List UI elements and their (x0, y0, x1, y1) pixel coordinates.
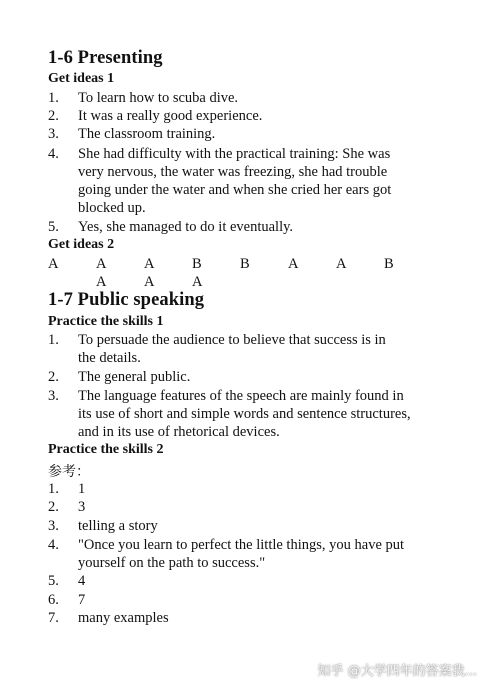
item-number: 3. (48, 518, 59, 534)
item-text: many examples (78, 610, 169, 626)
subheading-get-ideas-1: Get ideas 1 (48, 71, 115, 86)
item-text: It was a really good experience. (78, 108, 263, 124)
item-number: 4. (48, 537, 59, 553)
item-text: telling a story (78, 518, 158, 534)
watermark-text: 知乎 @大学四年的答案我... (317, 664, 477, 679)
item-number: 5. (48, 573, 59, 589)
item-number: 3. (48, 126, 59, 142)
answer-letter: A (144, 274, 155, 290)
subheading-get-ideas-2: Get ideas 2 (48, 237, 115, 252)
item-number: 4. (48, 146, 59, 162)
item-text: The language features of the speech are mainly found in (78, 388, 404, 404)
item-text: 4 (78, 573, 86, 589)
item-number: 1. (48, 481, 59, 497)
item-number: 2. (48, 369, 59, 385)
watermark (317, 660, 477, 679)
item-text: 1 (78, 481, 86, 497)
answer-letter: A (192, 274, 203, 290)
item-number: 7. (48, 610, 59, 626)
reference-label: 参考： (48, 464, 90, 480)
item-text: 3 (78, 499, 86, 515)
item-text: "Once you learn to perfect the little things, you have put (78, 537, 405, 553)
answer-letter: A (96, 274, 107, 290)
item-text: 7 (78, 592, 86, 608)
answer-letter: A (144, 256, 155, 272)
item-text: She had difficulty with the practical training: She was (78, 146, 391, 162)
answer-letter: A (48, 256, 59, 272)
answer-letter: B (240, 256, 250, 272)
answer-letter: B (384, 256, 394, 272)
item-number: 3. (48, 388, 59, 404)
item-text: yourself on the path to success." (78, 555, 266, 571)
section-heading-public-speaking: 1-7 Public speaking (48, 290, 205, 310)
item-number: 1. (48, 332, 59, 348)
subheading-practice-1: Practice the skills 1 (48, 314, 164, 329)
item-text: the details. (78, 350, 141, 366)
item-number: 2. (48, 108, 59, 124)
item-text: To learn how to scuba dive. (78, 90, 239, 106)
item-number: 2. (48, 499, 59, 515)
item-number: 1. (48, 90, 59, 106)
item-text: very nervous, the water was freezing, she had trouble (78, 164, 388, 180)
answer-letter: B (192, 256, 202, 272)
item-text: going under the water and when she cried her ears got (78, 182, 392, 198)
item-number: 6. (48, 592, 59, 608)
item-text: its use of short and simple words and sentence structures, (78, 406, 411, 422)
item-number: 5. (48, 219, 59, 235)
section-heading-presenting: 1-6 Presenting (48, 48, 163, 68)
answer-letter: A (96, 256, 107, 272)
item-text: The classroom training. (78, 126, 216, 142)
item-text: To persuade the audience to believe that success is in (78, 332, 386, 348)
item-text: The general public. (78, 369, 191, 385)
item-text: Yes, she managed to do it eventually. (78, 219, 294, 235)
answer-letter: A (336, 256, 347, 272)
subheading-practice-2: Practice the skills 2 (48, 442, 164, 457)
item-text: and in its use of rhetorical devices. (78, 424, 280, 440)
answer-letter: A (288, 256, 299, 272)
item-text: blocked up. (78, 200, 146, 216)
